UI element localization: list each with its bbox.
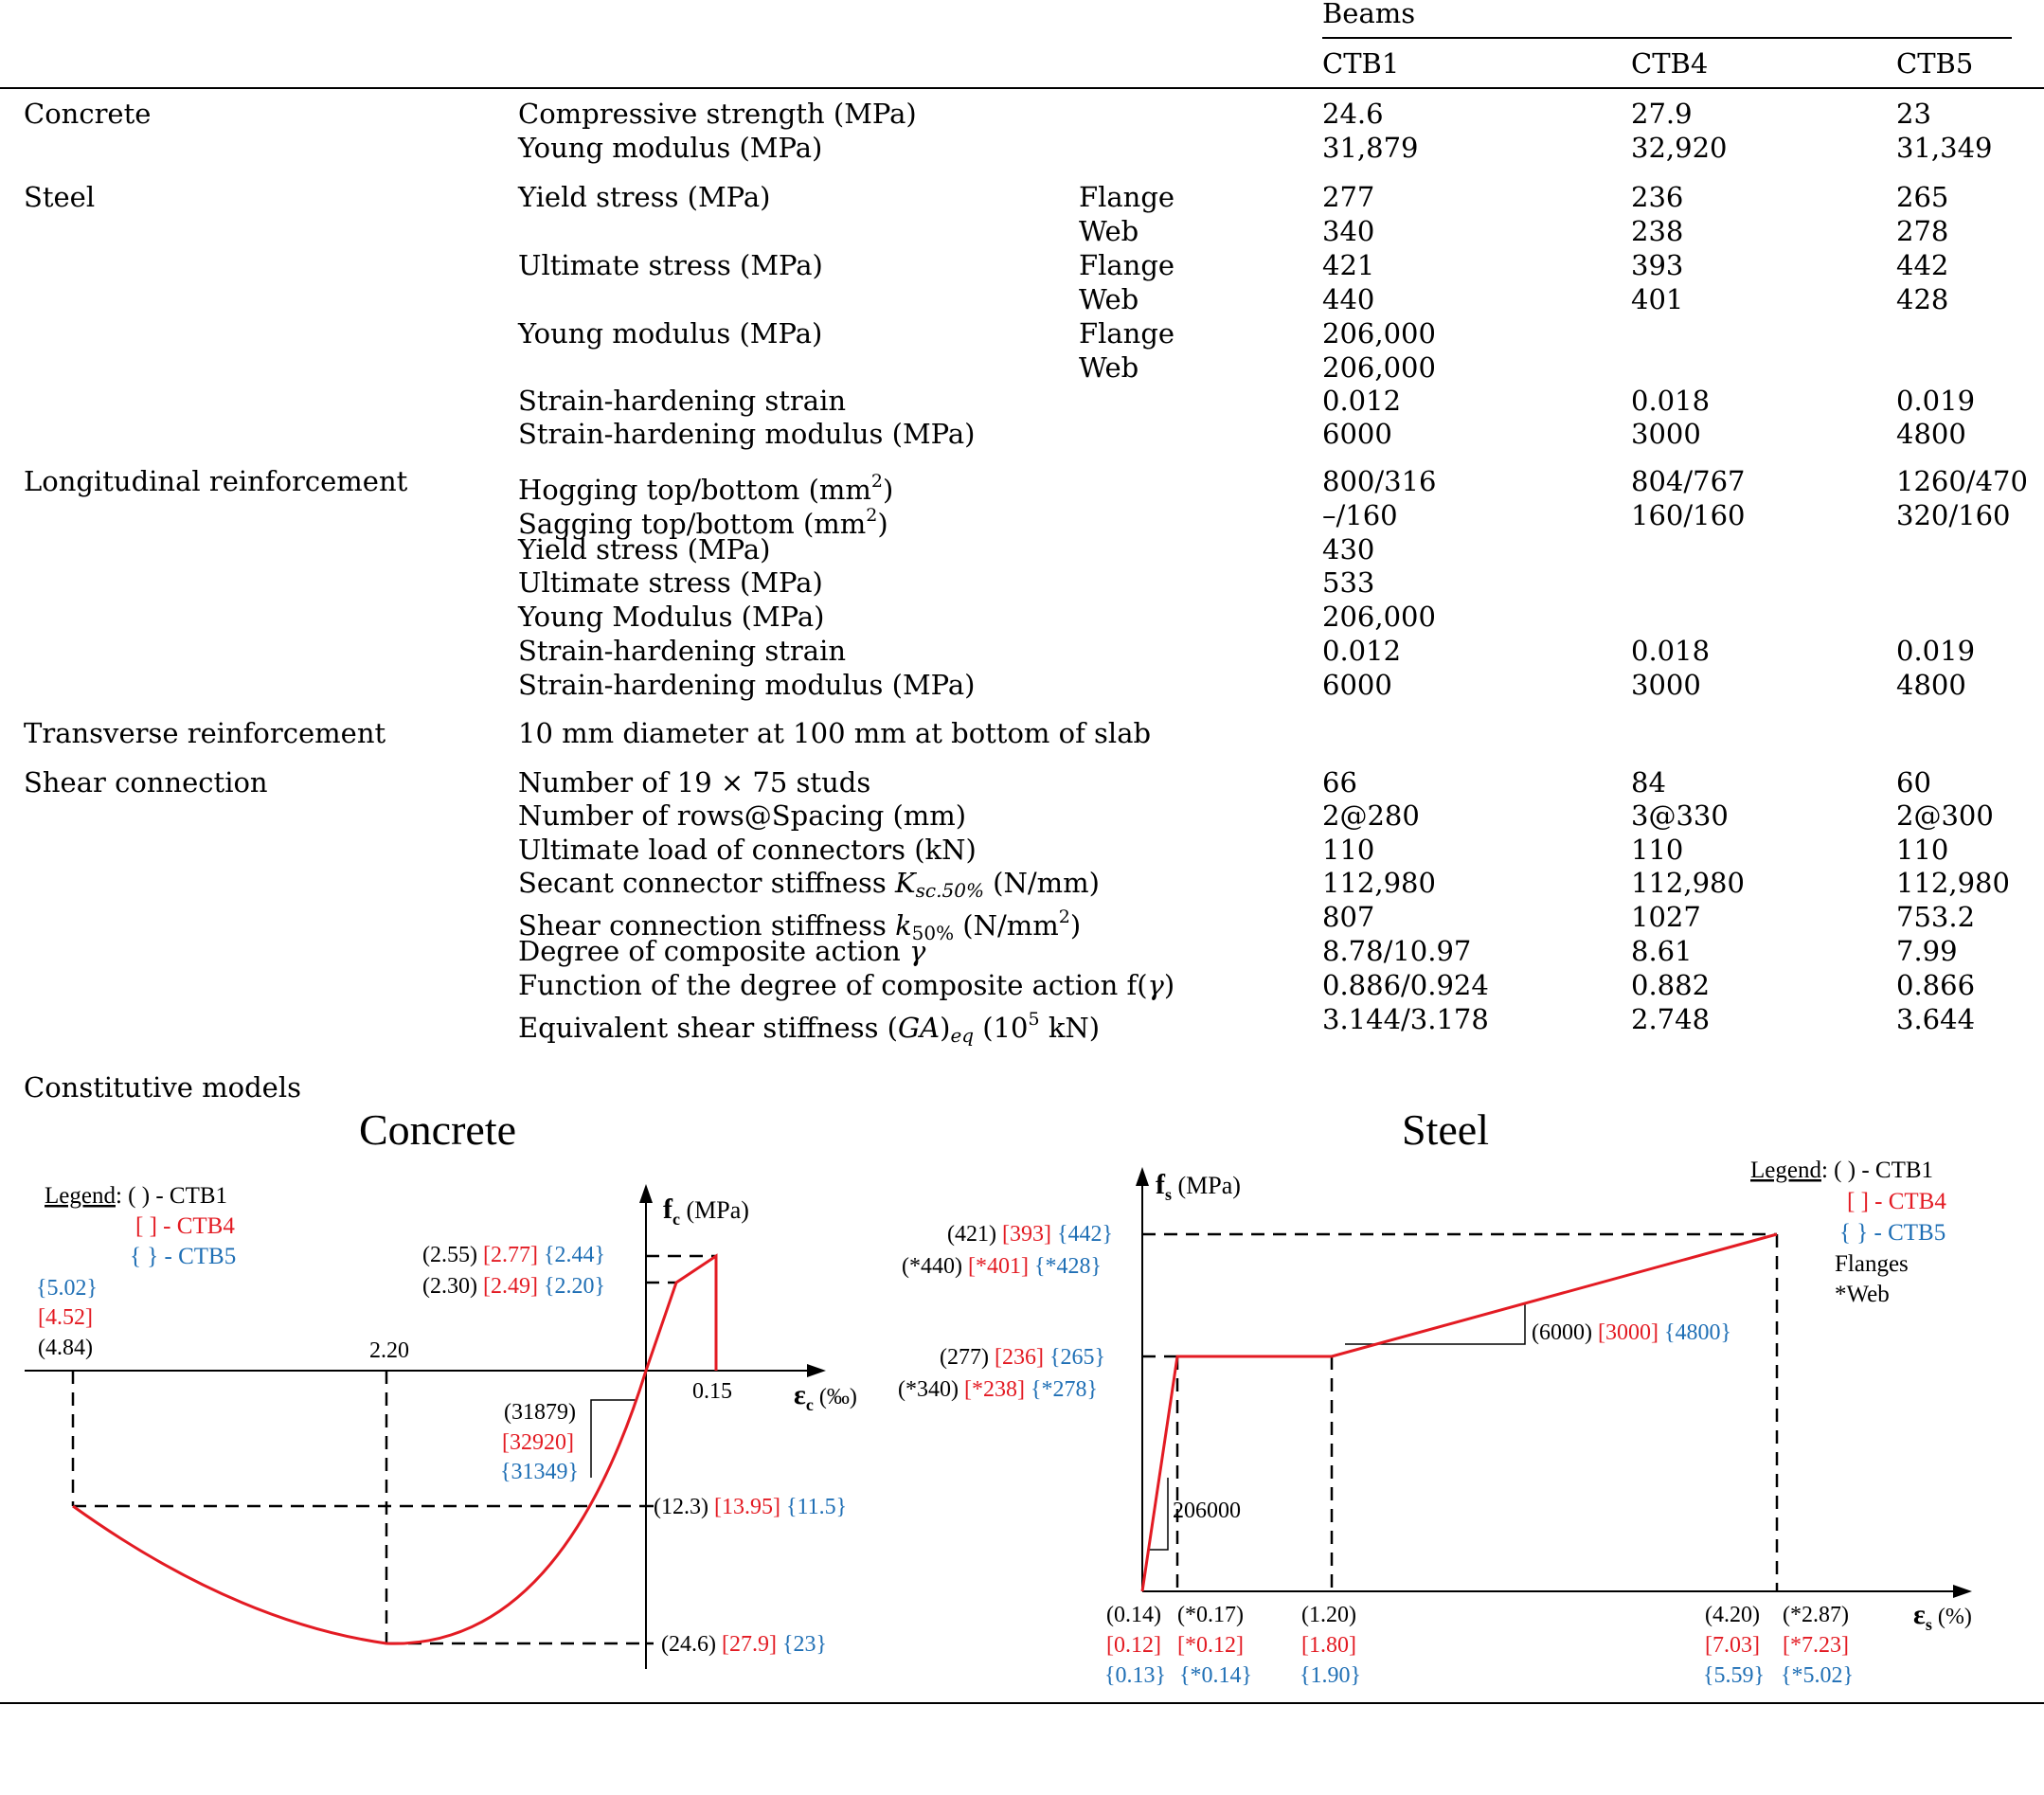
yield-strain-ctb4: [0.12] [1106, 1633, 1161, 1658]
cell: 110 [1631, 834, 1684, 866]
cell: 2@280 [1322, 799, 1420, 832]
ultimate-stress-ctb1: (421) [947, 1222, 996, 1247]
row-sublabel: Web [1079, 215, 1139, 247]
col-header-ctb4: CTB4 [1631, 47, 1709, 80]
row-label-studs [518, 765, 870, 799]
legend-colon: : [1820, 1158, 1835, 1183]
secant-pre: Secant connector stiffness [518, 867, 895, 899]
steel-legend-ctb4: [ ] - CTB4 [1847, 1189, 1946, 1214]
concrete-guides [73, 1256, 716, 1643]
secant-post: (N/mm) [983, 867, 1100, 899]
row-label: Ultimate stress (MPa) [518, 249, 823, 281]
function-post: ) [1163, 969, 1175, 1001]
cell: 206,000 [1322, 351, 1436, 384]
residual-ctb4: [13.95] [713, 1495, 780, 1519]
row-label: Yield stress (MPa) [518, 181, 771, 213]
yield-stress-ctb1: (277) [940, 1345, 989, 1370]
yield-stress-web-ctb4: [*238] [963, 1377, 1025, 1402]
row-label: Ultimate stress (MPa) [518, 566, 823, 599]
strength-ctb1: (24.6) [661, 1632, 716, 1657]
label-yield-stress [940, 1345, 1105, 1370]
yield-stress-web-ctb5: {*278} [1030, 1377, 1099, 1402]
cell: 6000 [1322, 669, 1392, 701]
cell: 112,980 [1322, 867, 1436, 899]
steel-y-label: $f_s$ (MPa) [1156, 1169, 1241, 1204]
cell: 3.644 [1896, 1003, 1976, 1035]
tension-peak-ctb1: (2.55) [422, 1243, 477, 1267]
label-modulus-ctb1: (31879) [504, 1400, 576, 1425]
residual-ctb5: {11.5} [785, 1495, 848, 1519]
steel-legend-flanges: Flanges [1835, 1251, 1909, 1277]
cell: 4800 [1896, 669, 1966, 701]
label-tension-strain: 0.15 [692, 1379, 732, 1404]
cell: 0.018 [1631, 385, 1711, 417]
hardening-strain-ctb4: [1.80] [1301, 1633, 1356, 1658]
cell: 0.882 [1631, 969, 1711, 1001]
cell: 31,349 [1896, 132, 1993, 164]
cell: 24.6 [1322, 98, 1384, 130]
cell: 238 [1631, 215, 1684, 247]
tension-crack-ctb1: (2.30) [422, 1274, 477, 1299]
times-sign: × [720, 766, 744, 799]
cell: 0.018 [1631, 635, 1711, 667]
cell: 110 [1896, 834, 1949, 866]
secant-symbol: K [895, 867, 916, 899]
cell: 0.886/0.924 [1322, 969, 1489, 1001]
strength-ctb4: [27.9] [721, 1632, 777, 1657]
shear-stiff-mid: (N/mm [954, 909, 1059, 942]
cell: 0.019 [1896, 385, 1976, 417]
shear-stiff-sup: 2 [1058, 906, 1070, 927]
shear-stiff-sub: 50% [911, 922, 955, 944]
tension-peak-ctb4: [2.77] [482, 1243, 538, 1267]
ultimate-strain-web-ctb4: [*7.23] [1783, 1633, 1849, 1658]
cell: 236 [1631, 181, 1684, 213]
yield-strain-web-ctb4: [*0.12] [1177, 1633, 1244, 1658]
steel-x-label: $\varepsilon_s$ (%) [1913, 1599, 1972, 1634]
row-label-degree [518, 934, 925, 968]
cell: 804/767 [1631, 465, 1746, 497]
row-label: Number of rows@Spacing (mm) [518, 799, 967, 832]
cell: 110 [1322, 834, 1375, 866]
equiv-close: ) [940, 1012, 951, 1044]
concrete-x-label: $\varepsilon_c$ (‰) [794, 1379, 857, 1414]
ultimate-stress-web-ctb4: [*401] [967, 1254, 1029, 1279]
steel-legend-ctb1: ( ) - CTB1 [1834, 1158, 1934, 1183]
steel-legend [1750, 1158, 1933, 1183]
row-sublabel: Flange [1079, 249, 1175, 281]
concrete-legend-ctb5: { } - CTB5 [130, 1244, 237, 1269]
sagging-close: ) [877, 508, 888, 540]
equiv-pre: Equivalent shear stiffness ( [518, 1012, 898, 1044]
row-sublabel: Web [1079, 283, 1139, 315]
cell: 2.748 [1631, 1003, 1711, 1035]
col-header-ctb1: CTB1 [1322, 47, 1400, 80]
yield-stress-ctb5: {265} [1049, 1345, 1106, 1370]
row-sublabel: Web [1079, 351, 1139, 384]
steel-chart-title: Steel [1402, 1105, 1489, 1154]
cell: 31,879 [1322, 132, 1419, 164]
cell: 6000 [1322, 418, 1392, 450]
row-label: Young modulus (MPa) [518, 132, 823, 164]
tension-crack-ctb5: {2.20} [543, 1274, 606, 1299]
hogging-text: Hogging top/bottom (mm [518, 474, 871, 506]
label-yield-stress-web [898, 1377, 1098, 1402]
cell: 2@300 [1896, 799, 1994, 832]
row-label: Young modulus (MPa) [518, 317, 823, 350]
beams-header: Beams [1322, 0, 1416, 29]
hardening-modulus-ctb5: {4800} [1663, 1320, 1732, 1345]
beams-rule [1322, 37, 2012, 39]
label-strength [661, 1632, 827, 1657]
row-label: Yield stress (MPa) [518, 533, 771, 565]
hogging-close: ) [882, 474, 894, 506]
cell: 440 [1322, 283, 1375, 315]
yield-strain-web-ctb1: (*0.17) [1177, 1603, 1244, 1627]
label-hardening-modulus [1532, 1320, 1731, 1345]
row-label: Strain-hardening modulus (MPa) [518, 418, 976, 450]
label-residual [654, 1495, 847, 1519]
section-steel: Steel [24, 181, 96, 213]
studs-pre: Number of 19 [518, 766, 721, 799]
section-longitudinal: Longitudinal reinforcement [24, 465, 408, 497]
cell: 3000 [1631, 418, 1701, 450]
cell: 66 [1322, 766, 1357, 799]
cell: 277 [1322, 181, 1375, 213]
label-ultimate-strain-ctb5: {5.02} [36, 1276, 99, 1301]
shear-stiff-post: ) [1069, 909, 1082, 942]
equiv-sub: eq [950, 1024, 975, 1047]
row-label-function [518, 968, 1174, 1002]
cell: 393 [1631, 249, 1684, 281]
steel-legend-web: *Web [1835, 1282, 1890, 1307]
steel-legend-ctb5: { } - CTB5 [1839, 1220, 1946, 1246]
label-ultimate-strain-ctb1: (4.84) [38, 1336, 93, 1360]
strength-ctb5: {23} [781, 1632, 828, 1657]
concrete-curve [73, 1256, 716, 1643]
row-label: Ultimate load of connectors (kN) [518, 834, 977, 866]
section-concrete: Concrete [24, 98, 152, 130]
gamma-symbol: γ [909, 935, 926, 967]
cell: 1027 [1631, 901, 1701, 933]
hardening-strain-ctb1: (1.20) [1301, 1603, 1356, 1627]
section-transverse: Transverse reinforcement [24, 717, 386, 749]
header-rule [0, 87, 2044, 89]
ultimate-stress-web-ctb1: (*440) [902, 1254, 962, 1279]
bottom-rule [0, 1702, 2044, 1704]
yield-stress-ctb4: [236] [994, 1345, 1044, 1370]
function-pre: Function of the degree of composite action f( [518, 969, 1148, 1001]
section-shear: Shear connection [24, 766, 268, 799]
concrete-y-arrow [639, 1184, 653, 1203]
cell: 112,980 [1631, 867, 1745, 899]
sagging-sup: 2 [866, 505, 878, 526]
label-peak-strain: 2.20 [369, 1338, 409, 1363]
row-sublabel: Flange [1079, 181, 1175, 213]
equiv-sup: 5 [1028, 1009, 1040, 1030]
yield-stress-web-ctb1: (*340) [898, 1377, 959, 1402]
row-label: Compressive strength (MPa) [518, 98, 917, 130]
sagging-text: Sagging top/bottom (mm [518, 508, 867, 540]
hardening-modulus-ctb1: (6000) [1532, 1320, 1592, 1345]
ultimate-strain-ctb4: [7.03] [1705, 1633, 1760, 1658]
concrete-chart-title: Concrete [358, 1105, 517, 1154]
secant-sub: sc.50% [915, 879, 984, 902]
label-ultimate-stress-web [902, 1254, 1102, 1279]
cell: 32,920 [1631, 132, 1728, 164]
cell: 8.61 [1631, 935, 1693, 967]
steel-curve [1142, 1234, 1777, 1591]
steel-guides [1142, 1234, 1777, 1591]
cell: 442 [1896, 249, 1949, 281]
label-tension-crack [422, 1274, 605, 1299]
label-tension-peak [422, 1243, 605, 1267]
row-label: Strain-hardening modulus (MPa) [518, 669, 976, 701]
cell: 401 [1631, 283, 1684, 315]
studs-post: 75 studs [744, 766, 871, 799]
tension-crack-ctb4: [2.49] [482, 1274, 538, 1299]
cell: 0.866 [1896, 969, 1976, 1001]
tension-peak-ctb5: {2.44} [543, 1243, 606, 1267]
cell: 3.144/3.178 [1322, 1003, 1489, 1035]
concrete-y-label: $f_c$ (MPa) [663, 1194, 749, 1229]
row-label: Strain-hardening strain [518, 635, 847, 667]
cell: 800/316 [1322, 465, 1437, 497]
row-label: Young Modulus (MPa) [518, 601, 825, 633]
shear-stiff-symbol: k [895, 909, 912, 942]
cell: 8.78/10.97 [1322, 935, 1472, 967]
cell: 807 [1322, 901, 1375, 933]
ultimate-strain-web-ctb1: (*2.87) [1783, 1603, 1849, 1627]
modulus-triangle [591, 1400, 637, 1478]
row-sublabel: Flange [1079, 317, 1175, 350]
yield-strain-ctb1: (0.14) [1106, 1603, 1161, 1627]
ultimate-stress-web-ctb5: {*428} [1033, 1254, 1103, 1279]
cell: 3@330 [1631, 799, 1729, 832]
concrete-legend [45, 1183, 227, 1209]
cell: 340 [1322, 215, 1375, 247]
yield-strain-web-ctb5: {*0.14} [1179, 1663, 1253, 1688]
cell: 3000 [1631, 669, 1701, 701]
row-label: Strain-hardening strain [518, 385, 847, 417]
cell: 84 [1631, 766, 1666, 799]
cell: 60 [1896, 766, 1931, 799]
cell: 112,980 [1896, 867, 2010, 899]
cell: 206,000 [1322, 601, 1436, 633]
label-ultimate-strain-ctb4: [4.52] [38, 1305, 93, 1330]
degree-pre: Degree of composite action [518, 935, 910, 967]
cell: 1260/470 [1896, 465, 2028, 497]
ultimate-strain-web-ctb5: {*5.02} [1781, 1663, 1855, 1688]
concrete-legend-ctb1: ( ) - CTB1 [128, 1183, 228, 1209]
constitutive-models-label: Constitutive models [24, 1071, 302, 1104]
cell: 430 [1322, 533, 1375, 565]
label-young-modulus: 206000 [1173, 1499, 1241, 1523]
equiv-symbol: GA [898, 1012, 941, 1044]
row-label-equiv [518, 1002, 1100, 1052]
ultimate-stress-ctb4: [393] [1001, 1222, 1051, 1247]
hogging-sup: 2 [870, 471, 883, 492]
cell: 421 [1322, 249, 1375, 281]
cell: 0.012 [1322, 385, 1402, 417]
cell: 533 [1322, 566, 1375, 599]
hardening-strain-ctb5: {1.90} [1300, 1663, 1362, 1688]
cell: 206,000 [1322, 317, 1436, 350]
ultimate-strain-ctb1: (4.20) [1705, 1603, 1760, 1627]
cell: 23 [1896, 98, 1931, 130]
ultimate-strain-ctb5: {5.59} [1703, 1663, 1766, 1688]
cell: 428 [1896, 283, 1949, 315]
equiv-post: kN) [1039, 1012, 1101, 1044]
legend-colon: : [115, 1183, 129, 1209]
shear-stiff-pre: Shear connection stiffness [518, 909, 896, 942]
yield-strain-ctb5: {0.13} [1104, 1663, 1167, 1688]
cell: –/160 [1322, 499, 1398, 531]
cell: 278 [1896, 215, 1949, 247]
cell: 4800 [1896, 418, 1966, 450]
equiv-mid: (10 [974, 1012, 1029, 1044]
concrete-chart [0, 1099, 890, 1686]
cell: 0.019 [1896, 635, 1976, 667]
col-header-ctb5: CTB5 [1896, 47, 1974, 80]
cell: 7.99 [1896, 935, 1958, 967]
label-modulus-ctb5: {31349} [500, 1460, 580, 1484]
concrete-x-arrow [807, 1364, 826, 1377]
cell: 265 [1896, 181, 1949, 213]
concrete-legend-title: Legend [45, 1183, 116, 1209]
ultimate-stress-ctb5: {442} [1056, 1222, 1114, 1247]
cell: 0.012 [1322, 635, 1402, 667]
cell: 320/160 [1896, 499, 2011, 531]
hardening-modulus-ctb4: [3000] [1597, 1320, 1659, 1345]
steel-y-arrow [1136, 1167, 1149, 1186]
steel-x-arrow [1953, 1585, 1972, 1598]
concrete-legend-ctb4: [ ] - CTB4 [135, 1213, 235, 1239]
residual-ctb1: (12.3) [654, 1495, 708, 1519]
gamma-symbol: γ [1147, 969, 1164, 1001]
transverse-text: 10 mm diameter at 100 mm at bottom of slab [518, 717, 1152, 749]
cell: 160/160 [1631, 499, 1746, 531]
label-ultimate-stress [947, 1222, 1113, 1247]
cell: 753.2 [1896, 901, 1976, 933]
steel-legend-title: Legend [1750, 1158, 1821, 1183]
steel-chart [890, 1099, 2027, 1705]
cell: 27.9 [1631, 98, 1693, 130]
label-modulus-ctb4: [32920] [502, 1430, 574, 1455]
